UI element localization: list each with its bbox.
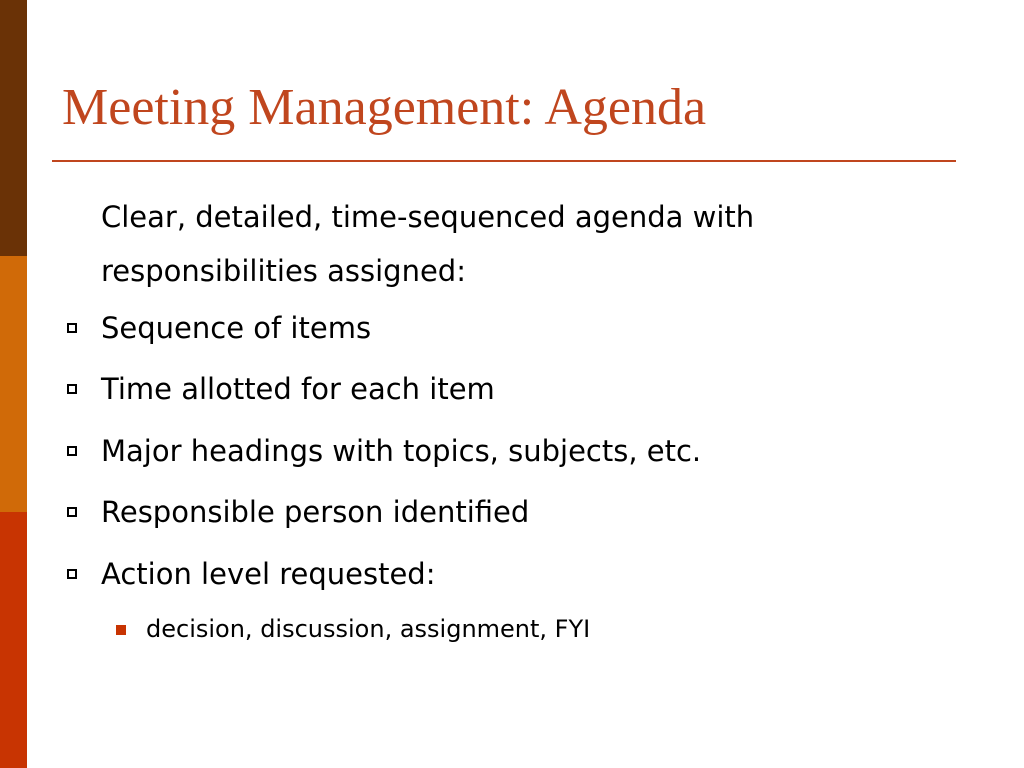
hollow-square-bullet-icon [67, 446, 77, 456]
sub-bullet-text: decision, discussion, assignment, FYI [146, 615, 591, 643]
bullet-text: Responsible person identified [101, 495, 530, 529]
sidebar-accent-bottom [0, 512, 27, 768]
filled-square-bullet-icon [116, 625, 126, 635]
bullet-text: Sequence of items [101, 311, 372, 345]
hollow-square-bullet-icon [67, 507, 77, 517]
title-underline [52, 160, 956, 162]
bullet-text: Action level requested: [101, 557, 436, 591]
slide-title: Meeting Management: Agenda [62, 79, 707, 136]
hollow-square-bullet-icon [67, 569, 77, 579]
hollow-square-bullet-icon [67, 384, 77, 394]
bullet-text: Major headings with topics, subjects, etc. [101, 434, 702, 468]
sidebar-accent-top [0, 0, 27, 256]
intro-text: Clear, detailed, time-sequenced agenda with responsibilities assigned: [101, 200, 755, 288]
hollow-square-bullet-icon [67, 323, 77, 333]
sidebar-accent-middle [0, 256, 27, 512]
bullet-text: Time allotted for each item [101, 372, 495, 406]
